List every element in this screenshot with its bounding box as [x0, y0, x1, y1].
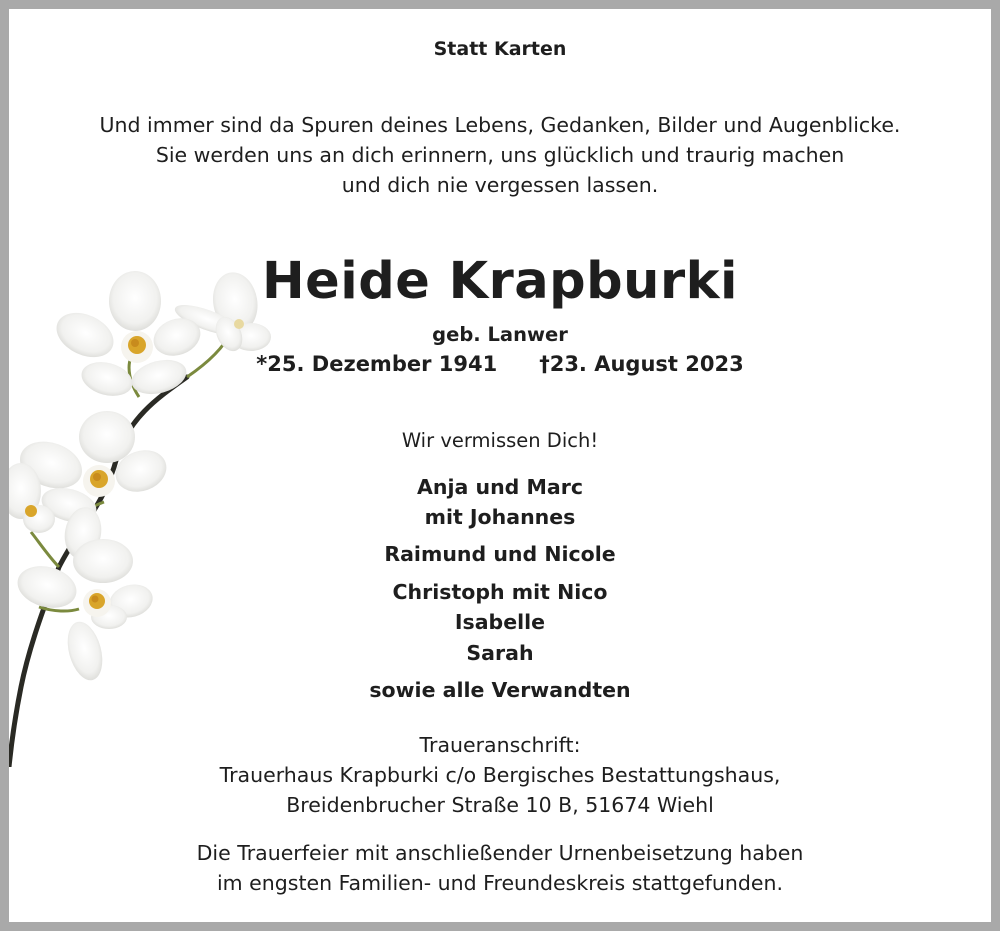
family-member: Christoph mit Nico	[392, 580, 608, 604]
deceased-name: Heide Krapburki	[261, 252, 739, 311]
ceremony-line-2: im engsten Familien- und Freundeskreis stattgefunden.	[216, 871, 784, 895]
header-statt-karten: Statt Karten	[433, 38, 567, 60]
family-relatives: sowie alle Verwandten	[369, 678, 631, 702]
life-dates	[9, 352, 991, 377]
poem-line-3: und dich nie vergessen lassen.	[341, 173, 659, 197]
miss-you-text: Wir vermissen Dich!	[401, 429, 599, 452]
poem-line-1: Und immer sind da Spuren deines Lebens, Gedanken, Bilder und Augenblicke.	[99, 113, 901, 137]
family-member: Anja und Marc	[417, 475, 583, 499]
address-line-1: Trauerhaus Krapburki c/o Bergisches Bestattungshaus,	[219, 763, 781, 787]
death-date: †23. August 2023	[539, 352, 744, 376]
family-member: mit Johannes	[424, 505, 576, 529]
address-line-2: Breidenbrucher Straße 10 B, 51674 Wiehl	[286, 793, 714, 817]
family-member: Raimund und Nicole	[384, 542, 616, 566]
family-member: Isabelle	[454, 610, 546, 634]
poem-line-2: Sie werden uns an dich erinnern, uns glücklich und traurig machen	[155, 143, 845, 167]
family-member: Sarah	[466, 641, 534, 665]
ceremony-line-1: Die Trauerfeier mit anschließender Urnenbeisetzung haben	[196, 841, 804, 865]
birth-date: *25. Dezember 1941	[256, 352, 498, 376]
obituary-card	[9, 9, 991, 922]
maiden-name: geb. Lanwer	[432, 323, 568, 346]
address-label: Traueranschrift:	[419, 733, 581, 757]
